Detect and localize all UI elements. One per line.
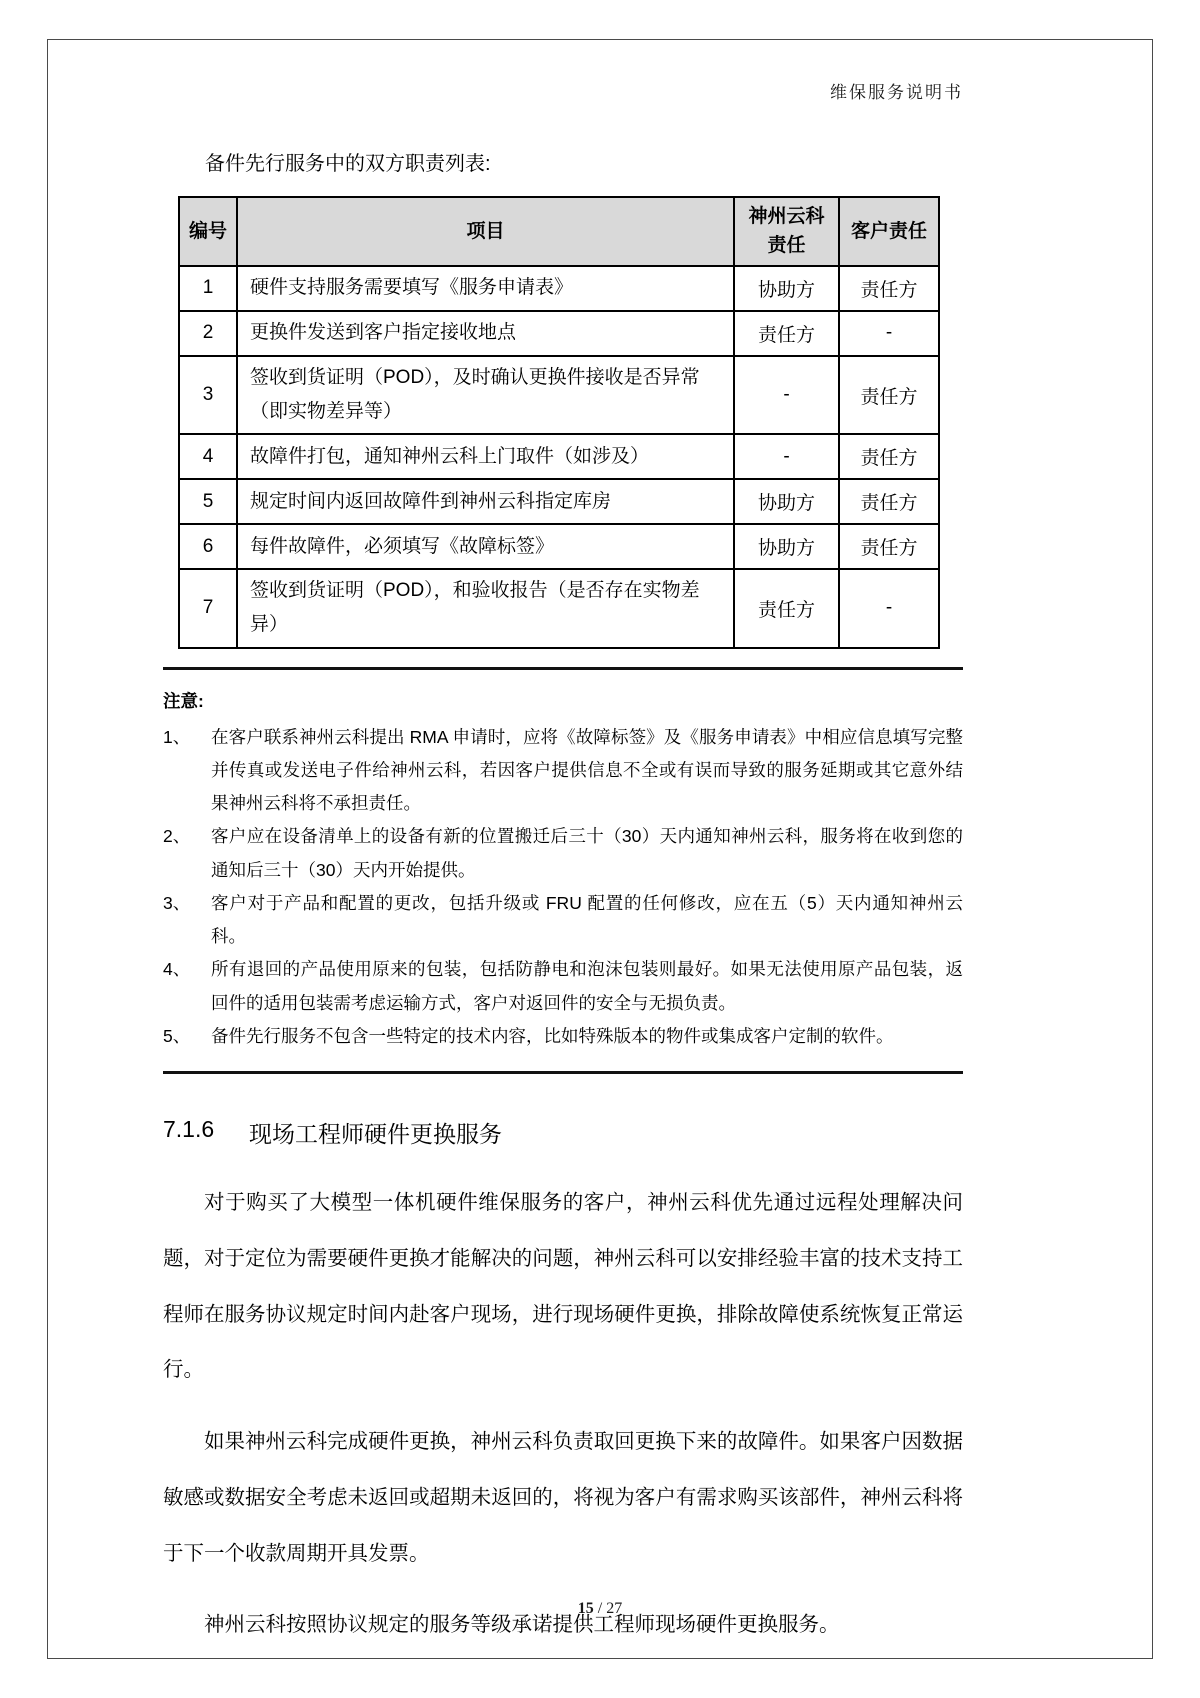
row-number-cell: 4	[179, 434, 237, 479]
dck-responsibility-cell: 协助方	[734, 266, 839, 311]
table-header-row	[179, 197, 939, 266]
list-item	[163, 1020, 963, 1053]
customer-responsibility-cell: -	[839, 569, 939, 647]
table-row	[179, 479, 939, 524]
list-item	[163, 887, 963, 954]
row-number-cell: 7	[179, 569, 237, 647]
note-text: 所有退回的产品使用原来的包装，包括防静电和泡沫包装则最好。如果无法使用原产品包装，返回件的适用包装需考虑运输方式，客户对返回件的安全与无损负责。	[211, 959, 963, 1013]
table-row	[179, 524, 939, 569]
responsibilities-table	[178, 196, 940, 649]
item-cell: 规定时间内返回故障件到神州云科指定库房	[237, 479, 734, 524]
total-page-count: 27	[606, 1600, 623, 1617]
note-text: 客户应在设备清单上的设备有新的位置搬迁后三十（30）天内通知神州云科，服务将在收到您的通知后三十（30）天内开始提供。	[211, 826, 963, 880]
current-page-number: 15	[577, 1600, 594, 1617]
item-cell: 签收到货证明（POD），及时确认更换件接收是否异常（即实物差异等）	[237, 356, 734, 434]
item-cell: 签收到货证明（POD），和验收报告（是否存在实物差异）	[237, 569, 734, 647]
note-number: 5、	[163, 1025, 191, 1046]
dck-responsibility-cell: -	[734, 356, 839, 434]
customer-responsibility-cell: -	[839, 311, 939, 356]
page-number-separator: /	[597, 1600, 603, 1617]
header-customer-responsibility: 客户责任	[839, 197, 939, 266]
customer-responsibility-cell: 责任方	[839, 356, 939, 434]
header-number: 编号	[179, 197, 237, 266]
customer-responsibility-cell: 责任方	[839, 479, 939, 524]
section-number: 7.1.6	[163, 1116, 215, 1143]
header-dck-responsibility	[734, 197, 839, 266]
item-cell: 故障件打包，通知神州云科上门取件（如涉及）	[237, 434, 734, 479]
dck-responsibility-cell: 协助方	[734, 524, 839, 569]
table-intro-text: 备件先行服务中的双方职责列表:	[205, 153, 491, 175]
dck-responsibility-cell: 责任方	[734, 311, 839, 356]
list-item	[163, 820, 963, 887]
table-row	[179, 434, 939, 479]
page-content	[163, 0, 963, 1653]
body-paragraph: 神州云科按照协议规定的服务等级承诺提供工程师现场硬件更换服务。	[204, 1613, 840, 1637]
list-item	[163, 721, 963, 821]
body-paragraph: 如果神州云科完成硬件更换，神州云科负责取回更换下来的故障件。如果客户因数据敏感或数据安全考虑未返回或超期未返回的，将视为客户有需求购买该部件，神州云科将于下一个收款周期开具发票。	[163, 1430, 963, 1565]
page-footer	[0, 1600, 1200, 1618]
section-title: 现场工程师硬件更换服务	[249, 1121, 502, 1148]
row-number-cell: 5	[179, 479, 237, 524]
table-row	[179, 356, 939, 434]
section-heading	[163, 1116, 963, 1149]
table-row	[179, 311, 939, 356]
section-body	[163, 1175, 963, 1653]
separator-above-section	[163, 1071, 963, 1074]
notes-list	[163, 721, 963, 1054]
notes-title: 注意:	[163, 690, 204, 711]
item-cell: 更换件发送到客户指定接收地点	[237, 311, 734, 356]
body-paragraph: 对于购买了大模型一体机硬件维保服务的客户，神州云科优先通过远程处理解决问题，对于定位为需要硬件更换才能解决的问题，神州云科可以安排经验丰富的技术支持工程师在服务协议规定时间内赴客户现场，进行现场硬件更换，排除故障使系统恢复正常运行。	[163, 1191, 963, 1382]
dck-responsibility-cell: 责任方	[734, 569, 839, 647]
dck-responsibility-cell: -	[734, 434, 839, 479]
document-header-title: 维保服务说明书	[830, 83, 963, 102]
note-text: 备件先行服务不包含一些特定的技术内容，比如特殊版本的物件或集成客户定制的软件。	[211, 1025, 894, 1046]
header-item: 项目	[237, 197, 734, 266]
customer-responsibility-cell: 责任方	[839, 266, 939, 311]
row-number-cell: 2	[179, 311, 237, 356]
note-number: 4、	[163, 959, 191, 980]
item-cell: 每件故障件，必须填写《故障标签》	[237, 524, 734, 569]
dck-responsibility-cell: 协助方	[734, 479, 839, 524]
note-number: 2、	[163, 826, 191, 847]
note-text: 在客户联系神州云科提出 RMA 申请时，应将《故障标签》及《服务申请表》中相应信息填写完整并传真或发送电子件给神州云科，若因客户提供信息不全或有误而导致的服务延期或其它意外结果神州云科将不承担责任。	[211, 726, 963, 814]
row-number-cell: 6	[179, 524, 237, 569]
table-row	[179, 266, 939, 311]
note-text: 客户对于产品和配置的更改，包括升级或 FRU 配置的任何修改，应在五（5）天内通知神州云科。	[211, 892, 963, 947]
row-number-cell: 1	[179, 266, 237, 311]
header-dck-line2: 责任	[767, 235, 806, 257]
item-cell: 硬件支持服务需要填写《服务申请表》	[237, 266, 734, 311]
table-row	[179, 569, 939, 647]
customer-responsibility-cell: 责任方	[839, 434, 939, 479]
note-number: 3、	[163, 892, 191, 913]
note-number: 1、	[163, 726, 191, 747]
row-number-cell: 3	[179, 356, 237, 434]
header-dck-line1: 神州云科	[748, 206, 825, 227]
separator-below-table	[163, 667, 963, 670]
customer-responsibility-cell: 责任方	[839, 524, 939, 569]
list-item	[163, 953, 963, 1020]
